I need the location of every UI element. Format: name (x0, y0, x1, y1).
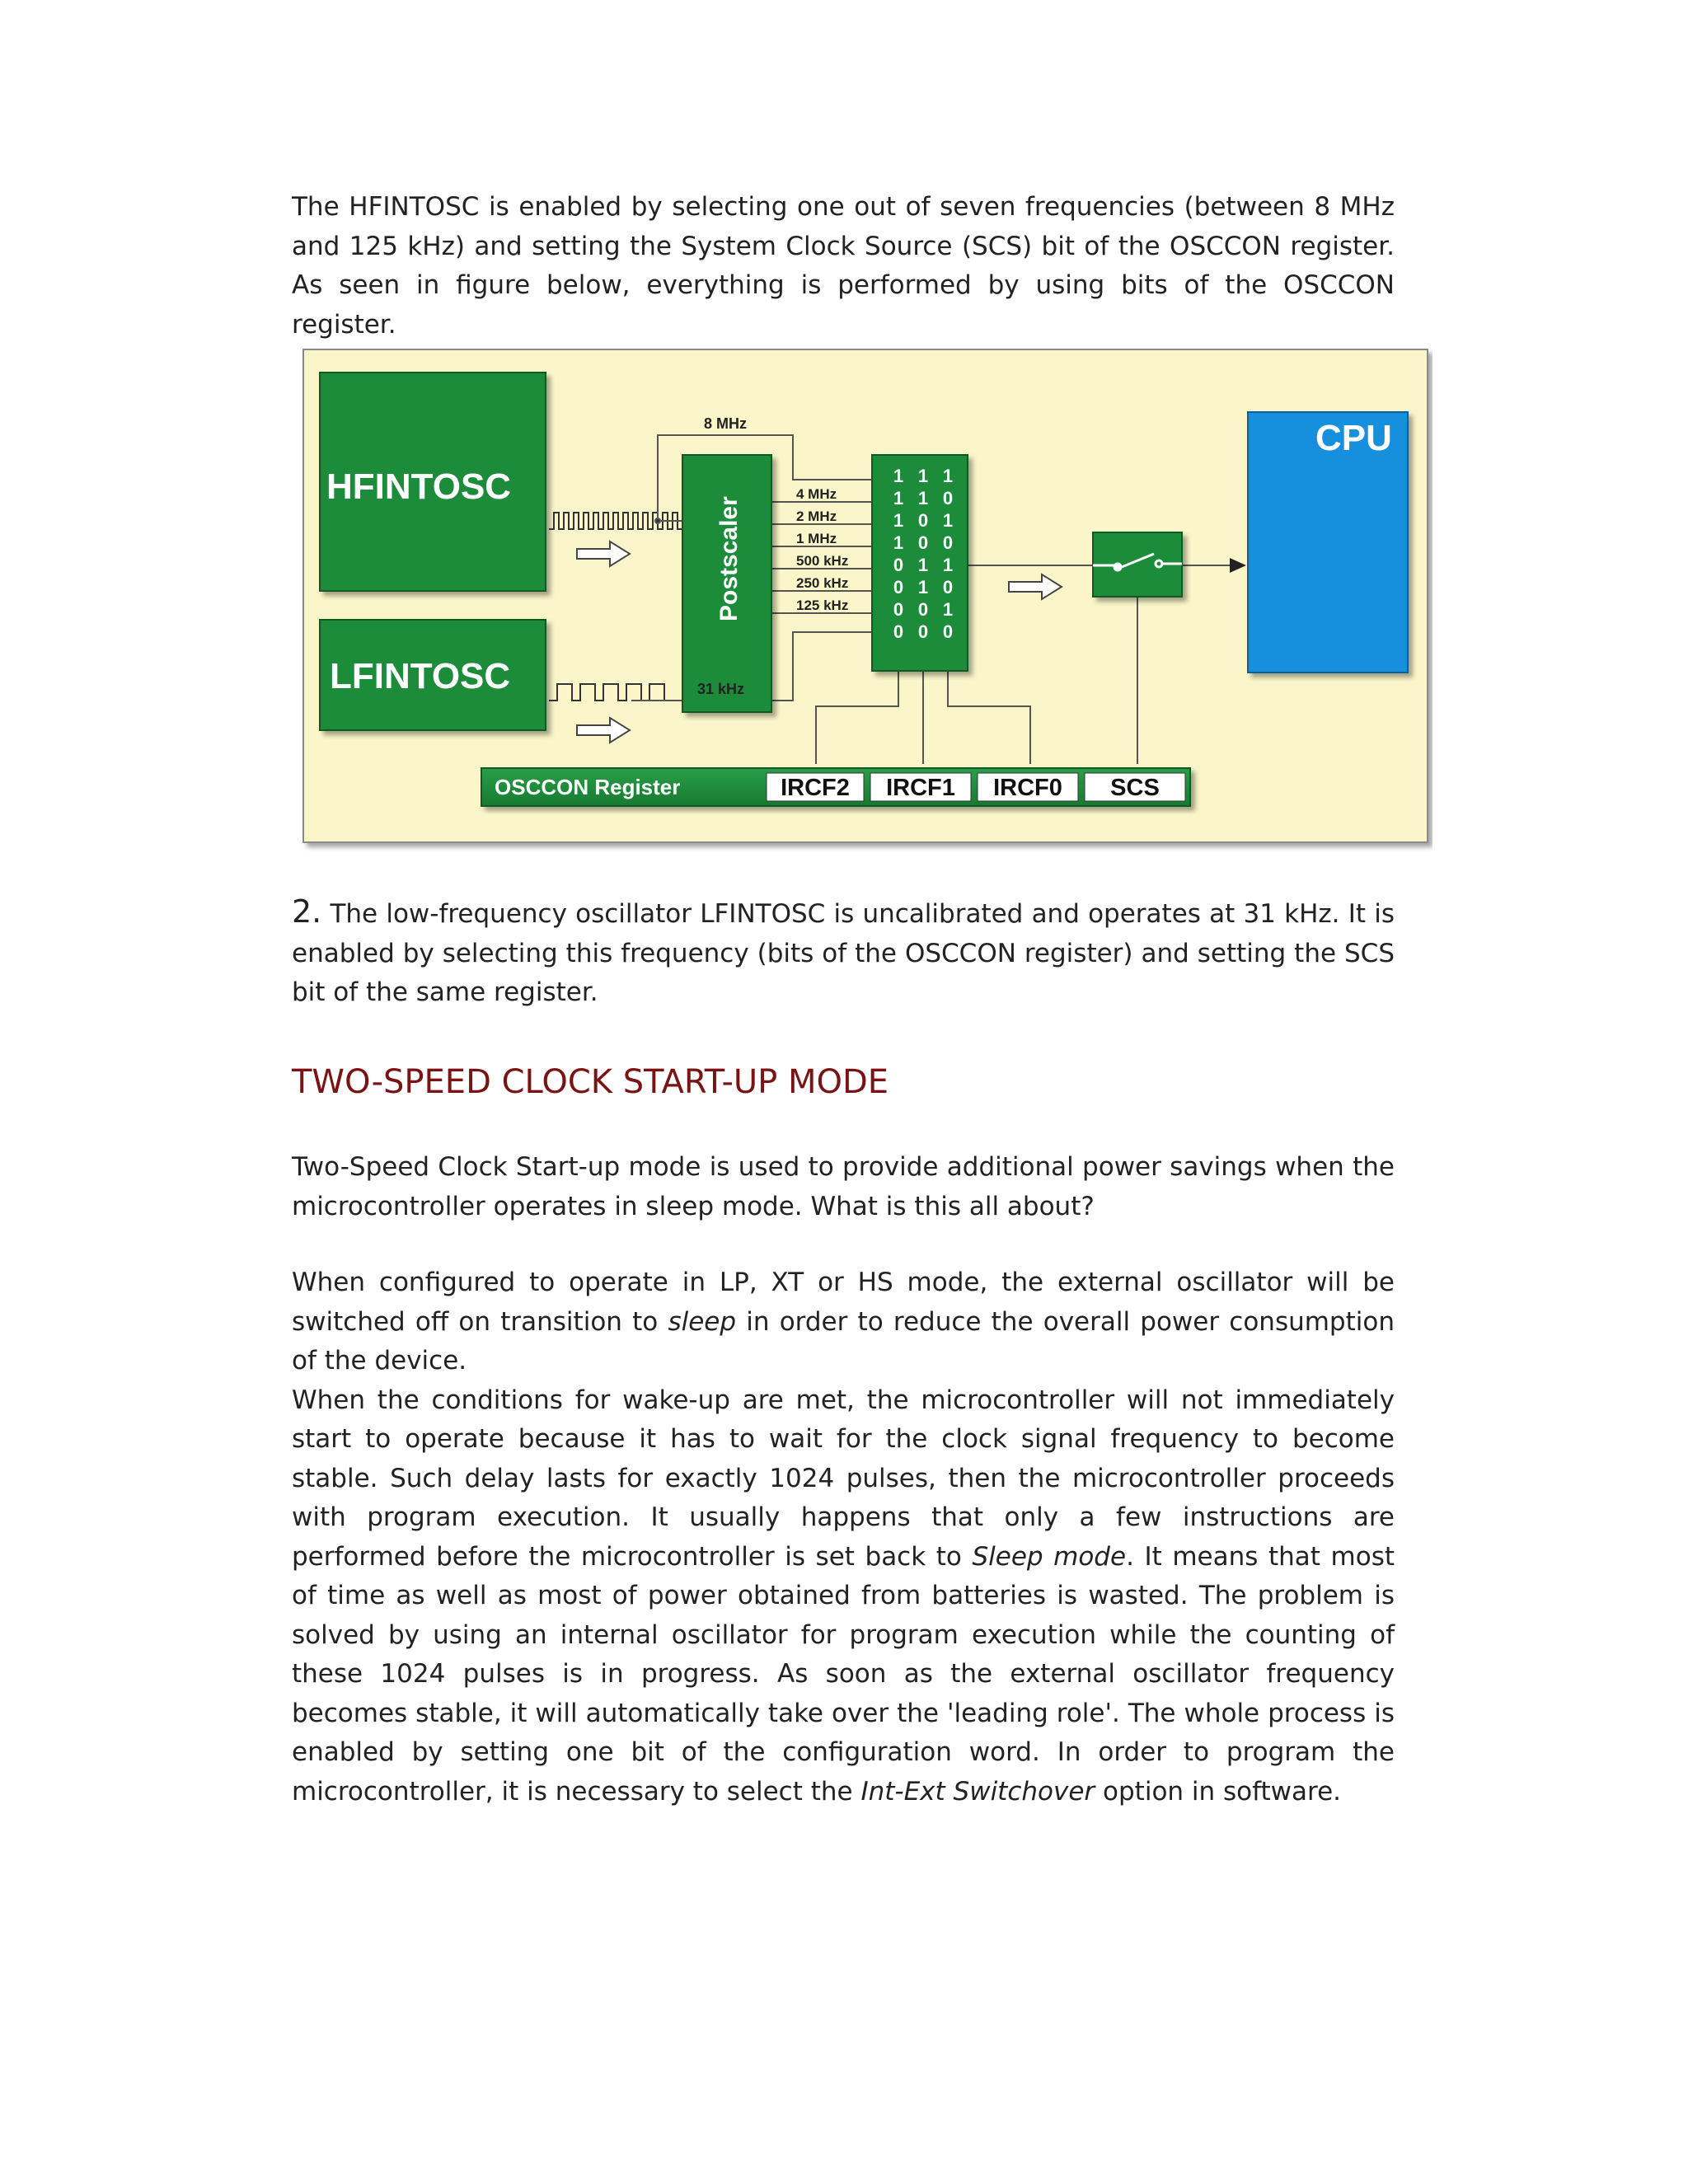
label-8mhz: 8 MHz (704, 415, 748, 432)
register-bit-label: SCS (1110, 775, 1160, 801)
mux-bit: 0 (942, 577, 954, 598)
emphasis-sleep: sleep (668, 1306, 737, 1337)
freq-label: 500 kHz (796, 553, 849, 569)
list-number: 2. (292, 893, 322, 930)
mux-bit: 1 (893, 510, 904, 531)
freq-label: 4 MHz (796, 486, 837, 502)
postscaler-label: Postscaler (715, 496, 743, 621)
mux-bit: 0 (893, 599, 904, 620)
paragraph-text: The low-frequency oscillator LFINTOSC is uncalibrated and operates at 31 kHz. It is enabled by selecting this frequency (bits of the OSCCON register) and setting the SCS bit of the same register. (292, 899, 1395, 1007)
paragraph-two-speed-details (292, 1263, 1395, 1811)
text-run: option in software. (1095, 1776, 1342, 1807)
paragraph-intro-two-speed: Two-Speed Clock Start-up mode is used to provide additional power savings when the microcontroller operates in sleep mode. What is this all about? (292, 1152, 1395, 1221)
mux-bit: 0 (917, 599, 929, 620)
freq-label: 1 MHz (796, 531, 837, 546)
mux-bit: 1 (942, 510, 954, 531)
osccon-register-label: OSCCON Register (495, 775, 681, 799)
freq-label: 2 MHz (796, 509, 837, 524)
paragraph-lfintosc (292, 893, 1395, 1013)
mux-bit: 0 (917, 532, 929, 553)
mux-bit: 0 (942, 532, 954, 553)
mux-bit: 0 (917, 621, 929, 642)
mux-bit: 1 (893, 532, 904, 553)
emphasis-sleep-mode: Sleep mode (972, 1541, 1127, 1572)
text-run: . It means that most of time as well as most of power obtained from batteries is wasted. The problem is solved by using an internal oscillator for program execution while the counting of these 1024 pulses is in progress. As soon as the external oscillator frequency becomes stable, it will automatically take over the 'leading role'. The whole process is enabled by setting one bit of the configuration word. In order to program the microcontroller, it is necessary to select the (292, 1541, 1395, 1807)
mux-bit: 1 (893, 466, 904, 486)
section-heading: TWO-SPEED CLOCK START-UP MODE (292, 1063, 889, 1101)
hfintosc-label: HFINTOSC (326, 466, 512, 507)
register-bit-label: IRCF1 (886, 775, 955, 801)
mux-bit: 0 (917, 510, 929, 531)
mux-bit: 1 (917, 488, 929, 509)
mux-bit: 0 (893, 621, 904, 642)
mux-bit: 0 (893, 577, 904, 598)
mux-bit: 1 (917, 466, 929, 486)
freq-label: 125 kHz (796, 598, 849, 613)
freq-label: 250 kHz (796, 575, 849, 591)
mux-bit: 1 (942, 555, 954, 575)
mux-bit: 1 (942, 599, 954, 620)
mux-bit: 1 (942, 466, 954, 486)
mux-bit: 1 (917, 555, 929, 575)
mux-bit: 0 (942, 488, 954, 509)
text-run: in order to reduce the overall power consumption of the device. (292, 1306, 1395, 1376)
text-run: When configured to operate in LP, XT or HS mode, the external oscillator will be switched off on transition to (292, 1268, 1395, 1337)
emphasis-int-ext-switchover: Int-Ext Switchover (860, 1776, 1095, 1807)
mux-bit: 0 (942, 621, 954, 642)
lfintosc-label: LFINTOSC (330, 656, 511, 696)
mux-bit: 1 (893, 488, 904, 509)
register-bit-label: IRCF2 (781, 775, 850, 801)
mux-bit: 1 (917, 577, 929, 598)
oscillator-block-diagram (302, 348, 1432, 859)
intro-paragraph: The HFINTOSC is enabled by selecting one out of seven frequencies (between 8 MHz and 125 kHz) and setting the System Clock Source (SCS) bit of the OSCCON register. As seen in figure below, everything is performed by using bits of the OSCCON register. (292, 192, 1395, 340)
register-bit-label: IRCF0 (993, 775, 1062, 801)
label-31khz: 31 kHz (697, 681, 745, 697)
mux-bit: 0 (893, 555, 904, 575)
cpu-label: CPU (1315, 418, 1392, 458)
text-run: When the conditions for wake-up are met, the microcontroller will not immediately start to operate because it has to wait for the clock signal frequency to become stable. Such delay lasts for exactly 1024 pulses, then the microcontroller proceeds with program execution. It usually happens that only a few instructions are performed before the microcontroller is set back to (292, 1385, 1395, 1572)
